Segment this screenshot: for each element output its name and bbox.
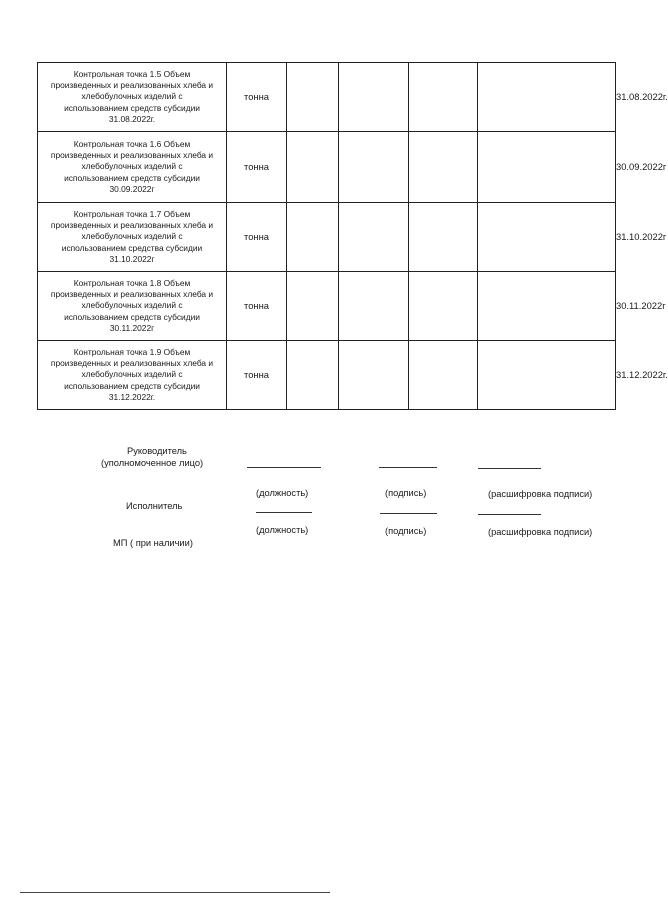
plan-cell <box>287 132 339 203</box>
fact-cell <box>339 132 409 203</box>
head-decoding-line <box>478 468 541 469</box>
value-cell <box>409 203 478 272</box>
description-line: использованием средств субсидии <box>64 311 200 322</box>
unit-cell: тонна <box>227 341 287 410</box>
executor-position-line <box>256 512 312 513</box>
description-line: Контрольная точка 1.6 Объем <box>73 138 191 149</box>
description-line: хлебобулочных изделий с <box>81 161 183 172</box>
executor-decoding-line <box>478 514 541 515</box>
note-cell <box>478 63 616 132</box>
head-position-caption: (должность) <box>256 488 309 498</box>
table-row: Контрольная точка 1.8 Объем произведенных и реализованных хлеба и хлебобулочных изделий с использованием средств субсидии 30.11.2022г тонна 30.11.2022г <box>38 272 616 341</box>
table-row: Контрольная точка 1.9 Объем произведенных и реализованных хлеба и хлебобулочных изделий с использованием средств субсидии 31.12.2022г. тонна 31.12.2022г. <box>38 341 616 410</box>
unit-cell: тонна <box>227 132 287 203</box>
head-label: Руководитель <box>127 446 187 456</box>
description-line: использованием средств субсидии <box>64 172 200 183</box>
footer-rule <box>20 892 330 893</box>
description-line: 31.12.2022г. <box>108 391 156 402</box>
value-cell <box>409 132 478 203</box>
executor-position-caption: (должность) <box>256 525 309 535</box>
unit-cell: тонна <box>227 203 287 272</box>
executor-signature-caption: (подпись) <box>385 526 427 536</box>
plan-cell <box>287 272 339 341</box>
description-line: использованием средств субсидии <box>64 380 200 391</box>
head-signature-caption: (подпись) <box>385 488 427 498</box>
plan-cell <box>287 203 339 272</box>
stamp-label: МП ( при наличии) <box>113 538 193 548</box>
control-point-description <box>38 203 227 272</box>
description-line: произведенных и реализованных хлеба и <box>50 150 214 161</box>
unit-cell: тонна <box>227 272 287 341</box>
description-line: произведенных и реализованных хлеба и <box>50 220 214 231</box>
description-line: Контрольная точка 1.9 Объем <box>73 346 191 357</box>
description-line: 31.10.2022г <box>109 253 155 264</box>
note-cell <box>478 272 616 341</box>
description-line: 30.11.2022г <box>109 322 155 333</box>
description-line: произведенных и реализованных хлеба и <box>50 358 214 369</box>
description-line: использованием средства субсидии <box>61 242 203 253</box>
control-points-table <box>37 62 668 410</box>
description-line: 31.08.2022г. <box>108 113 156 124</box>
description-line: хлебобулочных изделий с <box>81 300 183 311</box>
fact-cell <box>339 203 409 272</box>
fact-cell <box>339 341 409 410</box>
fact-cell <box>339 272 409 341</box>
description-line: хлебобулочных изделий с <box>81 369 183 380</box>
table-row: Контрольная точка 1.6 Объем произведенных и реализованных хлеба и хлебобулочных изделий с использованием средств субсидии 30.09.2022г тонна 30.09.2022г <box>38 132 616 203</box>
control-point-description <box>38 341 227 410</box>
fact-cell <box>339 63 409 132</box>
value-cell <box>409 63 478 132</box>
description-line: Контрольная точка 1.8 Объем <box>73 277 191 288</box>
control-point-description <box>38 132 227 203</box>
plan-cell <box>287 63 339 132</box>
description-line: произведенных и реализованных хлеба и <box>50 289 214 300</box>
note-cell <box>478 203 616 272</box>
head-position-line <box>247 467 321 468</box>
value-cell <box>409 272 478 341</box>
description-line: хлебобулочных изделий с <box>81 231 183 242</box>
control-point-description <box>38 63 227 132</box>
table-row: Контрольная точка 1.5 Объем произведенных и реализованных хлеба и хлебобулочных изделий с использованием средств субсидии 31.08.2022г. тонна 31.08.2022г. <box>38 63 616 132</box>
note-cell <box>478 341 616 410</box>
value-cell <box>409 341 478 410</box>
note-cell <box>478 132 616 203</box>
authorized-person-label: (уполномоченное лицо) <box>101 458 204 468</box>
description-line: хлебобулочных изделий с <box>81 91 183 102</box>
control-point-description <box>38 272 227 341</box>
head-signature-line <box>379 467 437 468</box>
head-decoding-caption: (расшифровка подписи) <box>488 489 593 499</box>
executor-decoding-caption: (расшифровка подписи) <box>488 527 593 537</box>
description-line: использованием средств субсидии <box>64 102 200 113</box>
description-line: Контрольная точка 1.5 Объем <box>73 68 191 79</box>
description-line: Контрольная точка 1.7 Объем <box>73 208 191 219</box>
unit-cell: тонна <box>227 63 287 132</box>
description-line: 30.09.2022г <box>109 183 155 194</box>
table-row: Контрольная точка 1.7 Объем произведенных и реализованных хлеба и хлебобулочных изделий с использованием средства субсидии 31.10.2022г тонна 31.10.2022г <box>38 203 616 272</box>
description-line: произведенных и реализованных хлеба и <box>50 80 214 91</box>
executor-signature-line <box>380 513 437 514</box>
executor-label: Исполнитель <box>126 501 183 511</box>
plan-cell <box>287 341 339 410</box>
